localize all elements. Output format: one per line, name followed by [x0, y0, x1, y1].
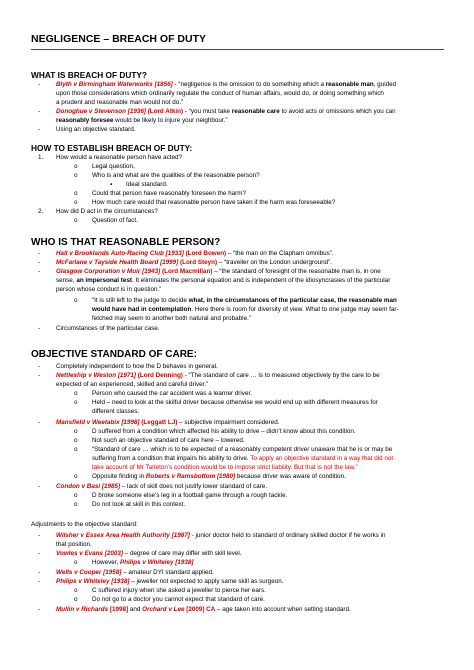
square-bullet: ▪	[110, 181, 113, 188]
dash-marker: -	[38, 259, 41, 266]
roberts-line: Opposite finding in Roberts v Ramsbottom [1980] because driver was aware of condition.	[92, 473, 346, 480]
circle-marker: o	[74, 217, 78, 224]
circle-marker: o	[74, 399, 78, 406]
page-title: NEGLIGENCE – BREACH OF DUTY	[31, 33, 207, 45]
circle-marker: o	[74, 596, 78, 603]
dash-marker: -	[38, 532, 41, 539]
dash-marker: -	[38, 108, 41, 115]
dash-marker: -	[38, 419, 41, 426]
circle-marker: o	[74, 190, 78, 197]
wilsher-line-2: that position.	[56, 541, 92, 548]
circumstances-line: Circumstances of the particular case.	[56, 325, 160, 332]
mansfield-sub-1: D suffered from a condition which affected his ability to drive – didn’t know about this condition.	[92, 428, 356, 435]
heading-objective-standard: OBJECTIVE STANDARD OF CARE:	[31, 349, 197, 360]
mansfield-sub-3c: take account of Mr Tarleton’s condition would be to impose strict liability. But that is not the law.”	[92, 464, 358, 471]
circle-marker: o	[74, 501, 78, 508]
dash-marker: -	[38, 126, 41, 133]
circle-marker: o	[74, 428, 78, 435]
dash-marker: -	[38, 325, 41, 332]
donoghue-line-1: Donoghue v Stevenson [1936] (Lord Atkin) - “you must take reasonable care to avoid acts or omissions which you can	[56, 108, 396, 115]
nettleship-sub-2b: different classes.	[92, 408, 140, 415]
question-1c: Could that person have reasonably foreseen the harm?	[92, 190, 247, 197]
donoghue-line-2: reasonably foresee would be likely to injure your neighbour.”	[56, 117, 228, 124]
glasgow-line-1: Glasgow Corporation v Muir [1943] (Lord Macmillan) – “the standard of foresight of the reasonable man is, in one	[56, 268, 381, 275]
circle-marker: o	[74, 172, 78, 179]
question-1a: Legal question.	[92, 163, 135, 170]
philips-line: Philips v Whiteley [1938] – jeweller not expected to apply same skill as surgeon.	[56, 578, 284, 585]
vowles-sub-1: However, Philips v Whiteley [1938]	[92, 559, 194, 566]
condon-line: Condon v Basi [1985] – lack of skill does not justify lower standard of care.	[56, 483, 268, 490]
heading-reasonable-person: WHO IS THAT REASONABLE PERSON?	[31, 237, 221, 248]
question-1d: How much care would that reasonable person have taken if the harm was foreseeable?	[92, 199, 336, 206]
objective-standard-line: Using an objective standard.	[56, 126, 136, 133]
mansfield-sub-2: Not such an objective standard of care here – lowered.	[92, 437, 245, 444]
question-1b1: Ideal standard.	[126, 181, 168, 188]
wilsher-line-1: Wilsher v Essex Area Health Authority [1987] - junior doctor held to standard of ordinary skilled doctor if he works in	[56, 532, 386, 539]
blyth-line-2: upon those considerations which ordinarily regulate the conduct of human affairs, would do, or doing something which	[56, 90, 384, 97]
nettleship-sub-2: Held – need to look at the skilful driver because otherwise we would end up with different measures for	[92, 399, 378, 406]
dash-marker: -	[38, 569, 41, 576]
heading-what-is-breach: WHAT IS BREACH OF DUTY?	[31, 70, 147, 80]
mansfield-sub-3: “Standard of care … which is to be expected of a reasonably competent driver unaware that he is or may be	[92, 446, 393, 453]
mansfield-line: Mansfield v Weetabix [1998] (Leggatt LJ) – subjective impairment considered.	[56, 419, 280, 426]
circle-marker: o	[74, 297, 78, 304]
adjustments-intro: Adjustments to the objective standard:	[31, 521, 138, 528]
philips-sub-2: Do not go to a doctor you cannot expect that standard of care.	[92, 596, 265, 603]
dash-marker: -	[38, 578, 41, 585]
condon-sub-1: D broke someone else’s leg in a football game through a rough tackle.	[92, 492, 288, 499]
mullin-line: Mullin v Richards [1998] and Orchard v Lee [2009] CA – age taken into account when setting standard.	[56, 606, 351, 613]
nettleship-sub-1: Person who caused the car accident was a learner driver.	[92, 390, 252, 397]
blyth-line-1: Blyth v Birmingham Waterworks [1856] - “negligence is the omission to do something which a reasonable man, guided	[56, 81, 397, 88]
glasgow-quote-2: would have had in contemplation. Here there is room for diversity of view. What to one judge may seem far-	[92, 306, 399, 313]
glasgow-line-2: sense, an impersonal test. It eliminates the personal equation and is independent of the idiosyncrasies of the particular	[56, 277, 391, 284]
title-underline	[31, 49, 444, 50]
question-2a: Question of fact.	[92, 217, 138, 224]
circle-marker: o	[74, 163, 78, 170]
number-marker: 1.	[38, 154, 44, 161]
nettleship-line-1: Nettleship v Weston [1971] (Lord Denning) - “The standard of care … is to measured objectively by the care to be	[56, 372, 380, 379]
question-1b: Who is and what are the qualities of the reasonable person?	[92, 172, 260, 179]
hall-line: Hall v Brooklands Auto-Racing Club [1933] (Lord Bowen) – “the man on the Clapham omnibus”.	[56, 250, 334, 257]
dash-marker: -	[38, 550, 41, 557]
glasgow-quote-1: “It is still left to the judge to decide what, in the circumstances of the particular case, the reasonable man	[92, 297, 397, 304]
mansfield-sub-3b: suffering from a condition that impairs his ability to drive. To apply an objective standard in a way that did not	[92, 455, 394, 462]
independent-line: Completely independent to how the D behaves in general.	[56, 363, 218, 370]
heading-how-to-establish: HOW TO ESTABLISH BREACH OF DUTY:	[31, 143, 193, 153]
blyth-line-3: a prudent and reasonable man would not do.”	[56, 99, 184, 106]
dash-marker: -	[38, 363, 41, 370]
nettleship-line-2: expected of an experienced, skilled and careful driver.”	[56, 381, 209, 388]
circle-marker: o	[74, 492, 78, 499]
dash-marker: -	[38, 483, 41, 490]
question-2: How did D act in the circumstances?	[56, 208, 158, 215]
mcfarlane-line: McFarlane v Tayside Health Board [1999] (Lord Steyn) – “traveller on the London underground”.	[56, 259, 332, 266]
circle-marker: o	[74, 473, 78, 480]
philips-sub-1: C suffered injury when she asked a jeweller to pierce her ears.	[92, 587, 266, 594]
number-marker: 2.	[38, 208, 44, 215]
dash-marker: -	[38, 372, 41, 379]
circle-marker: o	[74, 390, 78, 397]
glasgow-line-3: person whose conduct is in question.”	[56, 286, 162, 293]
dash-marker: -	[38, 250, 41, 257]
vowles-line: Vowles v Evans [2003] – degree of care may differ with skill level.	[56, 550, 242, 557]
circle-marker: o	[74, 437, 78, 444]
circle-marker: o	[74, 587, 78, 594]
dash-marker: -	[38, 606, 41, 613]
glasgow-quote-3: fetched may seem to another both natural and probable.”	[92, 315, 251, 322]
dash-marker: -	[38, 268, 41, 275]
circle-marker: o	[74, 446, 78, 453]
circle-marker: o	[74, 559, 78, 566]
dash-marker: -	[38, 81, 41, 88]
question-1: How would a reasonable person have acted?	[56, 154, 183, 161]
circle-marker: o	[74, 199, 78, 206]
wells-line: Wells v Cooper [1958] – amateur DYI standard applied.	[56, 569, 214, 576]
condon-sub-2: Do not look at skill in this context.	[92, 501, 186, 508]
